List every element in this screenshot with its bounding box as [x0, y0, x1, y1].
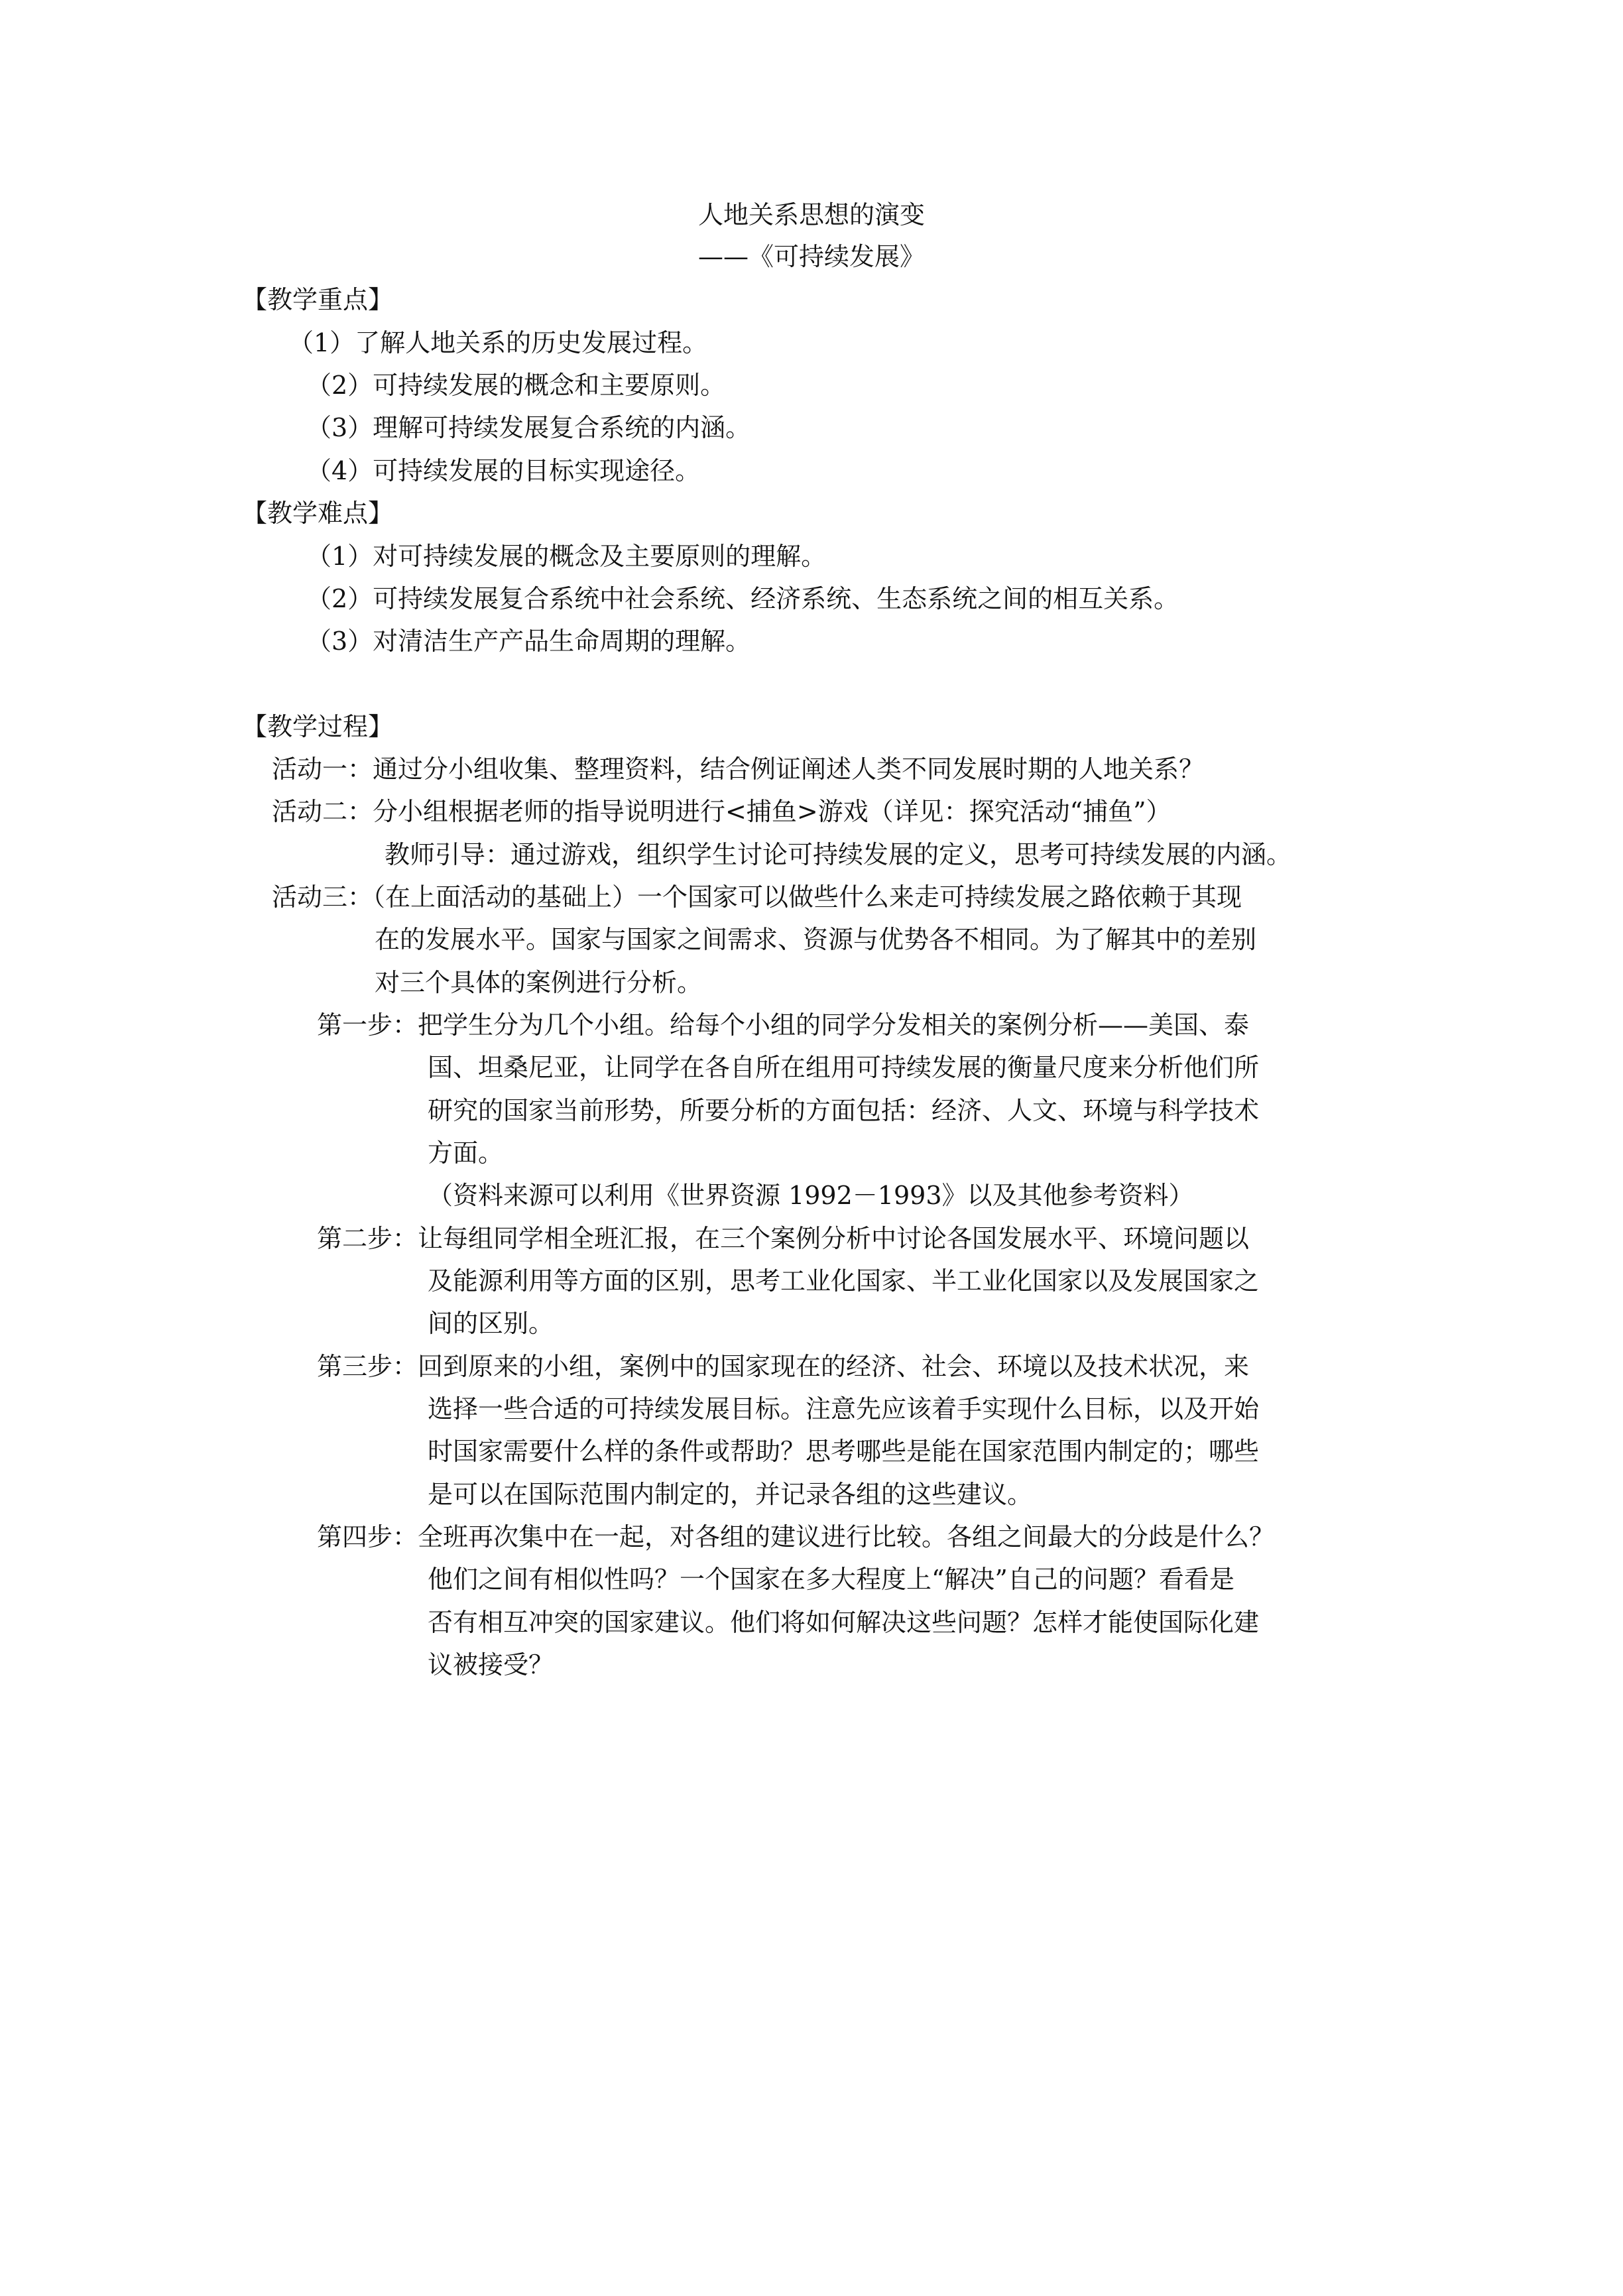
- step-3-line: 第三步：回到原来的小组，案例中的国家现在的经济、社会、环境以及技术状况，来: [317, 1352, 1250, 1381]
- step-1-line: 第一步：把学生分为几个小组。给每个小组的同学分发相关的案例分析——美国、泰: [317, 1010, 1250, 1040]
- activity-3-line: 活动三：（在上面活动的基础上）一个国家可以做些什么来走可持续发展之路依赖于其现: [272, 882, 1242, 912]
- step-4-line: 议被接受？: [428, 1650, 554, 1679]
- step-1-line: 研究的国家当前形势，所要分析的方面包括：经济、人文、环境与科学技术: [428, 1096, 1260, 1125]
- activity-3-line: 在的发展水平。国家与国家之间需求、资源与优势各不相同。为了解其中的差别: [375, 925, 1257, 954]
- focus-item: （2）可持续发展的概念和主要原则。: [306, 371, 726, 400]
- process-heading: 【教学过程】: [242, 712, 394, 741]
- step-2-line: 第二步：让每组同学相全班汇报，在三个案例分析中讨论各国发展水平、环境问题以: [317, 1224, 1250, 1253]
- focus-item: （1）了解人地关系的历史发展过程。: [288, 328, 708, 357]
- difficulty-item: （2）可持续发展复合系统中社会系统、经济系统、生态系统之间的相互关系。: [306, 584, 1179, 613]
- focus-item: （3）理解可持续发展复合系统的内涵。: [306, 413, 751, 442]
- step-3-line: 是可以在国际范围内制定的，并记录各组的这些建议。: [428, 1480, 1033, 1509]
- activity-2-guide: 教师引导：通过游戏，组织学生讨论可持续发展的定义，思考可持续发展的内涵。: [385, 840, 1292, 869]
- step-4-line: 第四步：全班再次集中在一起，对各组的建议进行比较。各组之间最大的分歧是什么？: [317, 1522, 1275, 1551]
- step-3-line: 选择一些合适的可持续发展目标。注意先应该着手实现什么目标，以及开始: [428, 1394, 1260, 1423]
- focus-heading: 【教学重点】: [242, 285, 394, 314]
- activity-2: 活动二：分小组根据老师的指导说明进行<捕鱼>游戏（详见：探究活动“捕鱼”）: [272, 797, 1172, 826]
- activity-3-line: 对三个具体的案例进行分析。: [375, 968, 703, 997]
- document-subtitle: ——《可持续发展》: [697, 242, 925, 271]
- step-2-line: 间的区别。: [428, 1309, 554, 1338]
- document-title: 人地关系思想的演变: [697, 200, 925, 229]
- step-2-line: 及能源利用等方面的区别，思考工业化国家、半工业化国家以及发展国家之: [428, 1266, 1260, 1296]
- difficulty-item: （1）对可持续发展的概念及主要原则的理解。: [306, 542, 827, 571]
- step-3-line: 时国家需要什么样的条件或帮助？思考哪些是能在国家范围内制定的；哪些: [428, 1437, 1260, 1466]
- difficulty-heading: 【教学难点】: [242, 499, 394, 528]
- focus-item: （4）可持续发展的目标实现途径。: [306, 456, 701, 485]
- step-1-line: 方面。: [428, 1138, 504, 1168]
- step-1-source-note: （资料来源可以利用《世界资源 1992－1993》以及其他参考资料）: [428, 1181, 1194, 1210]
- step-4-line: 他们之间有相似性吗？一个国家在多大程度上“解决”自己的问题？看看是: [428, 1565, 1234, 1594]
- step-1-line: 国、坦桑尼亚，让同学在各自所在组用可持续发展的衡量尺度来分析他们所: [428, 1053, 1260, 1082]
- step-4-line: 否有相互冲突的国家建议。他们将如何解决这些问题？怎样才能使国际化建: [428, 1608, 1260, 1637]
- difficulty-item: （3）对清洁生产产品生命周期的理解。: [306, 627, 751, 656]
- activity-1: 活动一：通过分小组收集、整理资料，结合例证阐述人类不同发展时期的人地关系？: [272, 755, 1205, 784]
